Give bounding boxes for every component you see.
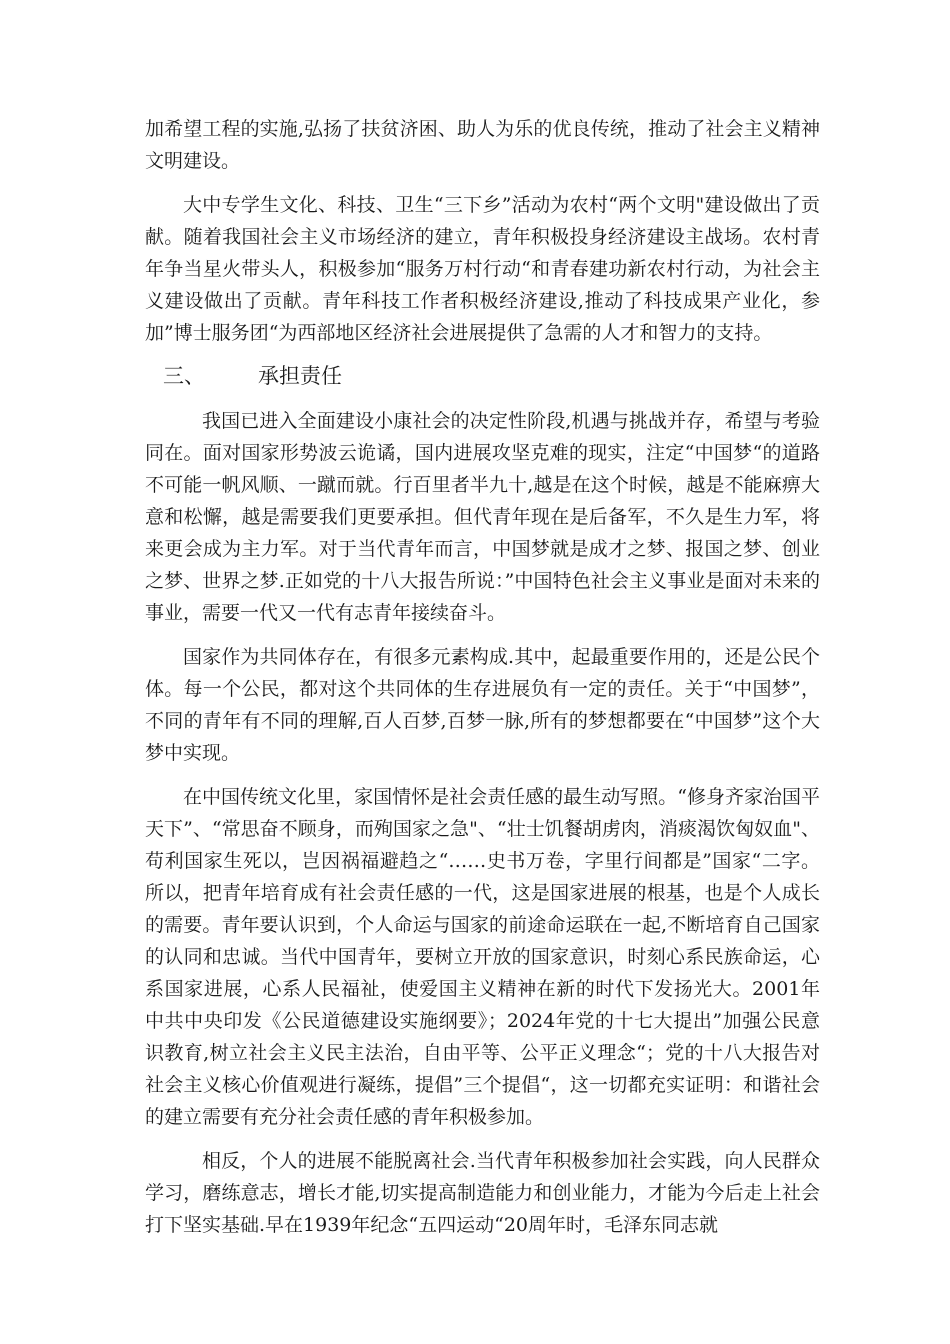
paragraph-family-nation: 在中国传统文化里，家国情怀是社会责任感的最生动写照。“修身齐家治国平天下”、“常思奋不顾身，而殉国家之急"、“壮士饥餐胡虏肉，消痰渴饮匈奴血"、苟利国家生死以，岂因祸福避趋之“……史书万卷，字里行间都是”国家“二字。所以，把青年培育成有社会责任感的一代，这是国家进展的根基，也是个人成长的需要。青年要认识到，个人命运与国家的前途命运联在一起,不断培育自己国家的认同和忠诚。当代中国青年，要树立开放的国家意识，时刻心系民族命运，心系国家进展，心系人民福祉，使爱国主义精神在新的时代下发扬光大。2001年中共中央印发《公民道德建设实施纲要》；2024年党的十七大提出”加强公民意识教育,树立社会主义民主法治，自由平等、公平正义理念“；党的十八大报告对社会主义核心价值观进行凝练，提倡”三个提倡“，这一切都充实证明：和谐社会的建立需要有充分社会责任感的青年积极参加。 [145,786,820,1128]
paragraph-continued: 加希望工程的实施,弘扬了扶贫济困、助人为乐的优良传统，推动了社会主义精神文明建设。 [145,118,820,172]
paragraph-social-practice: 相反，个人的进展不能脱离社会.当代青年积极参加社会实践，向人民群众学习，磨练意志，增长才能,切实提高制造能力和创业能力，才能为今后走上社会打下坚实基础.早在1939年纪念“五四运动“20周年时，毛泽东同志就 [145,1150,820,1236]
section-title: 承担责任 [258,364,342,388]
paragraph-rural-contribution: 大中专学生文化、科技、卫生“三下乡”活动为农村“两个文明"建设做出了贡献。随着我国社会主义市场经济的建立，青年积极投身经济建设主战场。农村青年争当星火带头人，积极参加“服务万村行动“和青春建功新农村行动，为社会主义建设做出了贡献。青年科技工作者积极经济建设,推动了科技成果产业化，参加”博士服务团“为西部地区经济社会进展提供了急需的人才和智力的支持。 [145,194,820,344]
paragraph-chinese-dream: 我国已进入全面建设小康社会的决定性阶段,机遇与挑战并存，希望与考验同在。面对国家形势波云诡谲，国内进展攻坚克难的现实，注定“中国梦“的道路不可能一帆风顺、一蹴而就。行百里者半九十,越是在这个时候，越是不能麻痹大意和松懈，越是需要我们更要承担。但代青年现在是后备军，不久是生力军，将来更会成为主力军。对于当代青年而言，中国梦就是成才之梦、报国之梦、创业之梦、世界之梦.正如党的十八大报告所说：”中国特色社会主义事业是面对未来的事业，需要一代又一代有志青年接续奋斗。 [145,410,820,624]
section-heading [163,361,820,391]
paragraph-citizen-responsibility: 国家作为共同体存在，有很多元素构成.其中，起最重要作用的，还是公民个体。每一个公民，都对这个共同体的生存进展负有一定的责任。关于“中国梦”，不同的青年有不同的理解,百人百梦,百梦一脉,所有的梦想都要在“中国梦”这个大梦中实现。 [145,646,820,764]
document-body [145,113,820,1253]
section-number: 三、 [163,364,205,388]
